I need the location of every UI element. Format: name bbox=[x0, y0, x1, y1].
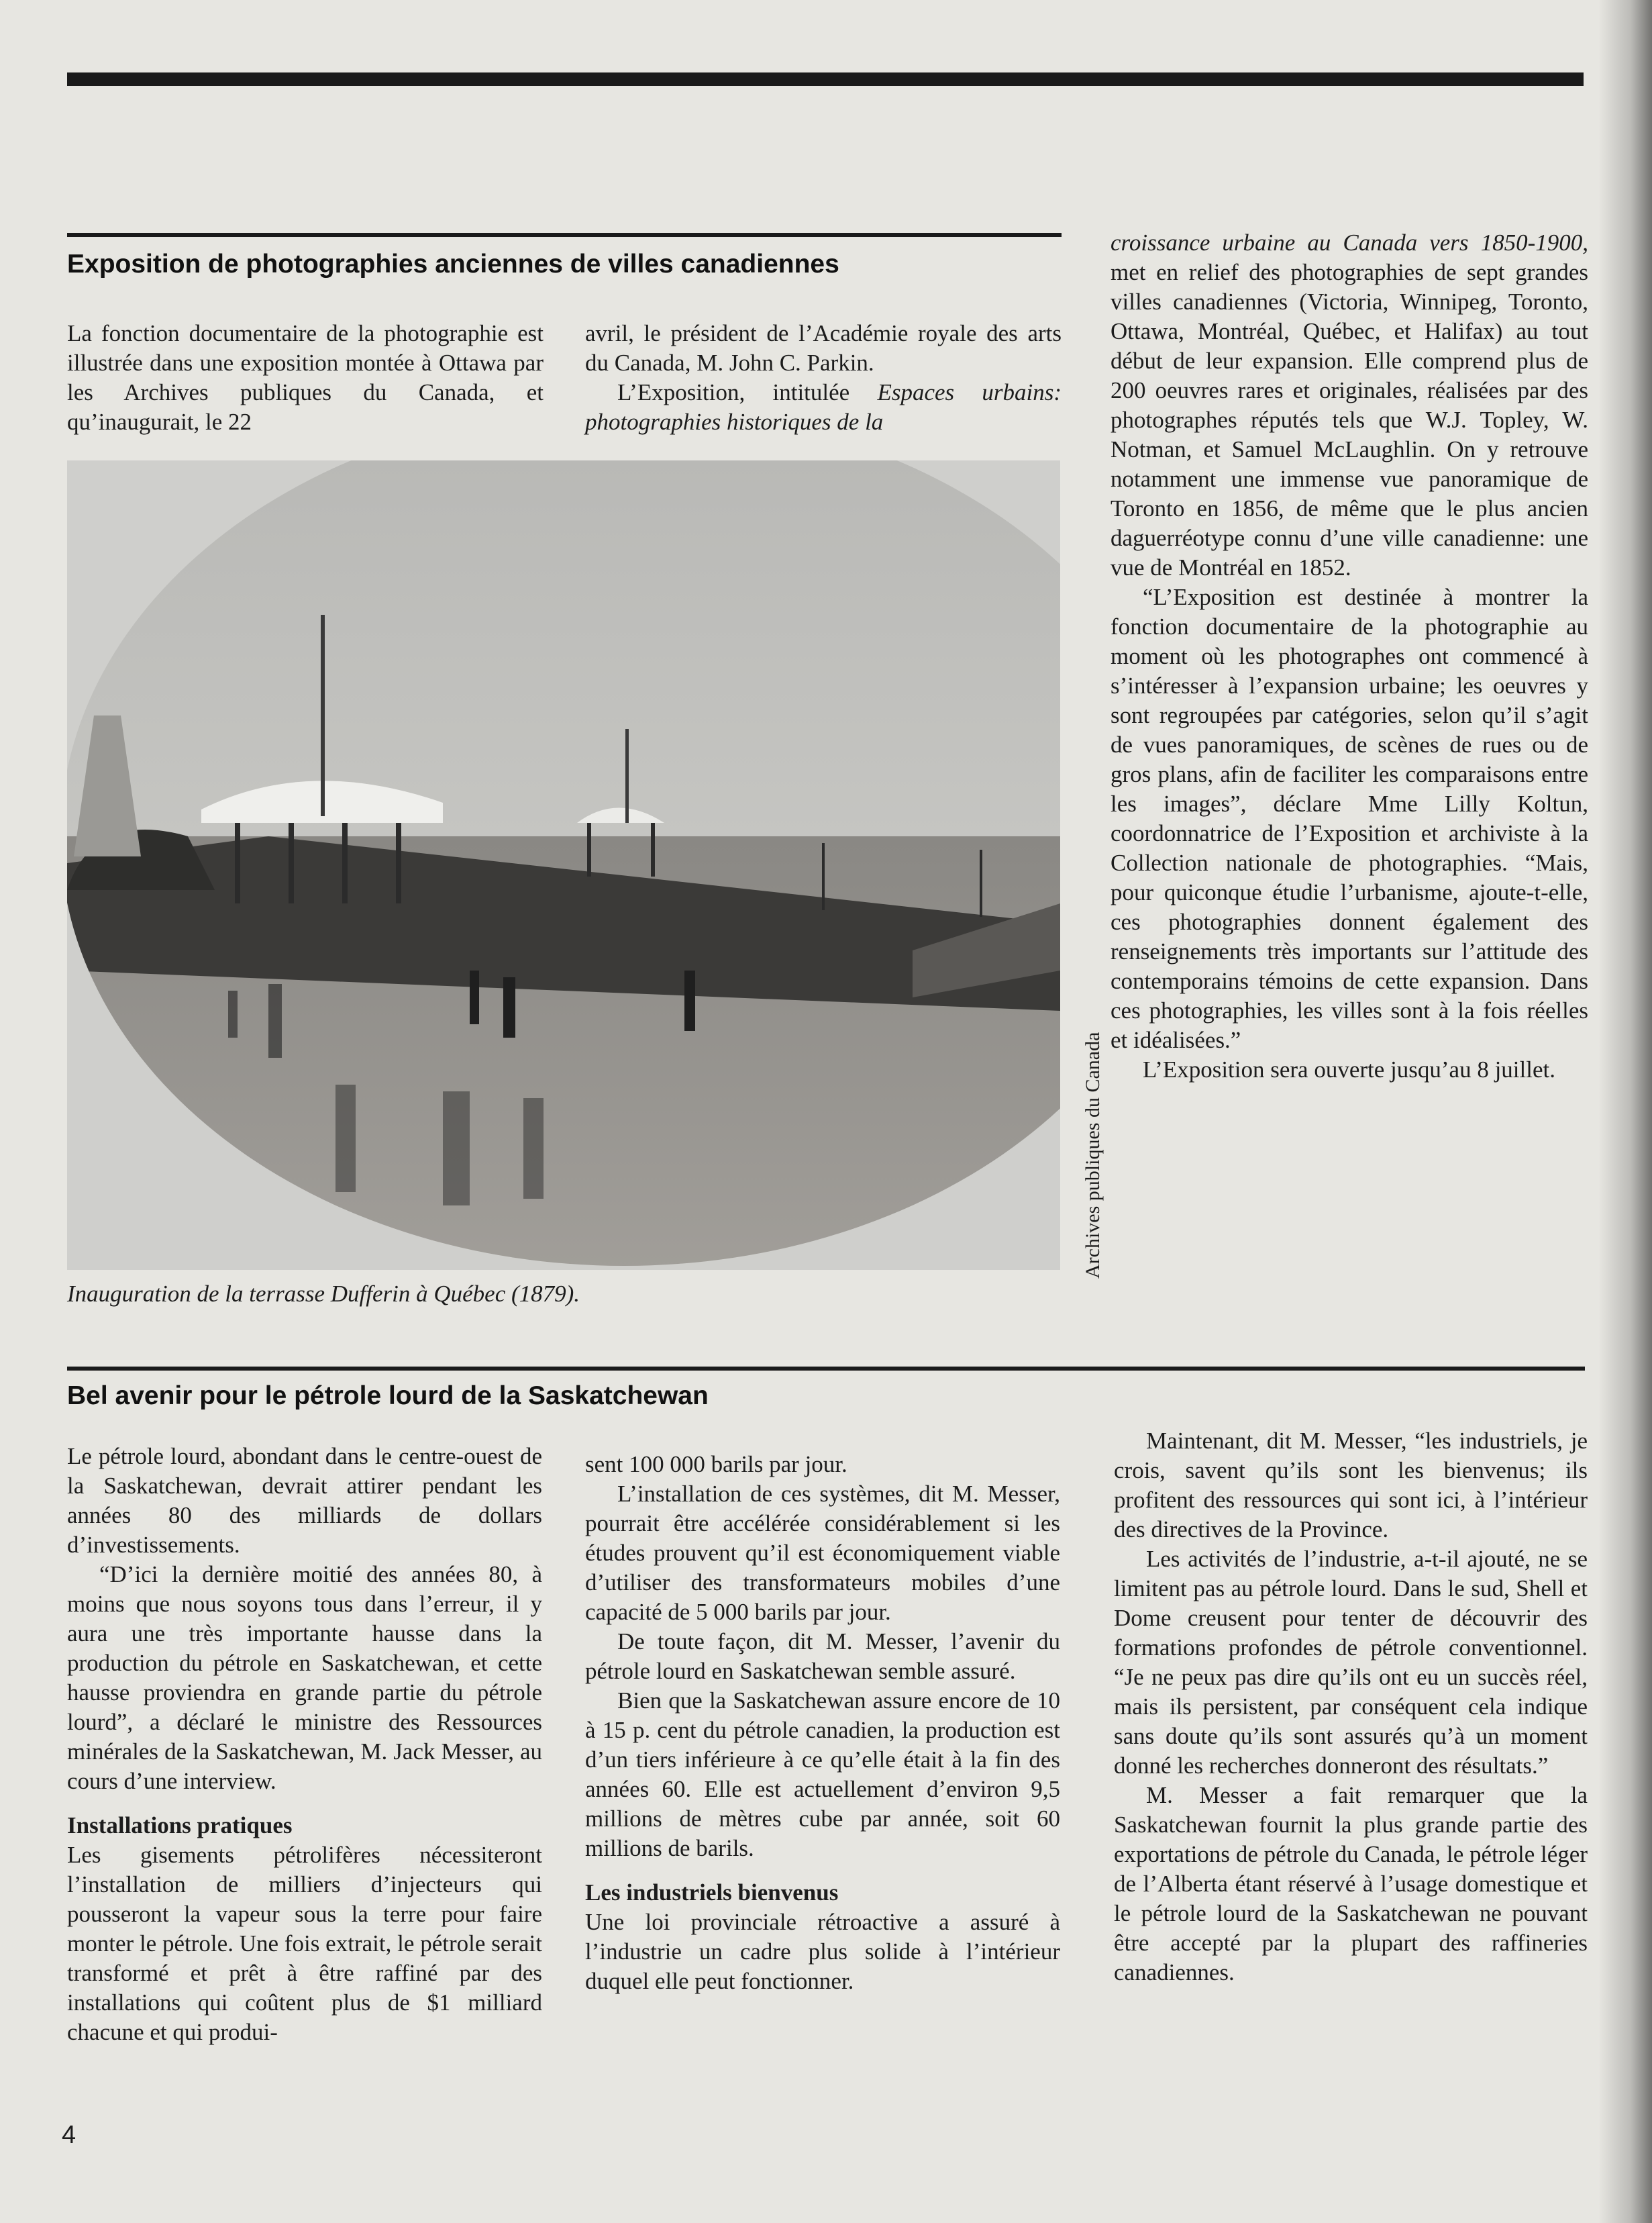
article2-paragraph: M. Messer a fait remarquer que la Saskatchewan fournit la plus grande partie des exportations de pétrole du Canada, le pétrole léger de l’Alberta étant réservé à l’usage domestique et le pétrole lourd de la Saskatchewan ne pouvant être accepté par la plupart des raffineries canadiennes. bbox=[1114, 1782, 1588, 1985]
photo-terrasse-dufferin bbox=[67, 460, 1060, 1270]
article2-paragraph: sent 100 000 barils par jour. bbox=[585, 1451, 847, 1477]
article2-paragraph: Bien que la Saskatchewan assure encore de 10 à 15 p. cent du pétrole canadien, la production est d’un tiers inférieure à ce qu’elle était à la fin des années 60. Elle est actuellement d’environ 9,5 millions de mètres cube par année, soit 60 millions de barils. bbox=[585, 1687, 1060, 1861]
article2-column-1 bbox=[67, 1442, 542, 2047]
photo-credit: Archives publiques du Canada bbox=[1082, 1032, 1104, 1279]
article1-paragraph: L’Exposition, intitulée Espaces urbains: photographies historiques de la bbox=[585, 379, 1062, 435]
article1-rule bbox=[67, 233, 1062, 237]
article2-paragraph: Une loi provinciale rétroactive a assuré à l’industrie un cadre plus solide à l’intérieur duquel elle peut fonctionner. bbox=[585, 1909, 1060, 1994]
article2-rule bbox=[67, 1367, 1585, 1371]
page-number: 4 bbox=[62, 2121, 76, 2149]
article1-paragraph: avril, le président de l’Académie royale des arts du Canada, M. John C. Parkin. bbox=[585, 320, 1062, 376]
article1-paragraph: “L’Exposition est destinée à montrer la fonction documentaire de la photographie au moment où les photographes ont commencé à s’intéresser à l’expansion urbaine; les oeuvres y sont regroupées par catégories, selon qu’il s’agit de vues panoramiques, de scènes de rues ou de gros plans, afin de faciliter les comparaisons entre les images”, déclare Mme Lilly Koltun, coordonnatrice de l’Exposition et archiviste à la Collection nationale de photographies. “Mais, pour quiconque étudie l’urbanisme, ajoute-t-elle, ces photographies donnent également des renseignements très importants sur l’attitude des contemporains témoins de cette expansion. Dans ces photographies, les villes sont à la fois réelles et idéalisées.” bbox=[1111, 584, 1588, 1053]
article2-paragraph: Les gisements pétrolifères nécessiteront l’installation de milliers d’injecteurs qui pousseront la vapeur sous la terre pour faire monter le pétrole. Une fois extrait, le pétrole serait transformé et prêt à être raffiné par des installations qui coûtent plus de $1 milliard chacune et qui produi- bbox=[67, 1842, 542, 2045]
article1-paragraph: L’Exposition sera ouverte jusqu’au 8 juillet. bbox=[1143, 1056, 1555, 1083]
page-gutter-shadow bbox=[1598, 0, 1652, 2223]
article2-column-3 bbox=[1114, 1426, 1588, 1987]
article1-paragraph: croissance urbaine au Canada vers 1850-1900, met en relief des photographies de sept grandes villes canadiennes (Victoria, Winnipeg, Toronto, Ottawa, Montréal, Québec, et Halifax) au tout début de leur expansion. Elle comprend plus de 200 oeuvres rares et originales, réalisées par des photographes réputés tels que W.J. Topley, W. Notman, et Samuel McLaughlin. On y retrouve notamment une immense vue panoramique de Toronto en 1856, de même que le plus ancien daguerréotype connu d’une ville canadienne: une vue de Montréal en 1852. bbox=[1111, 230, 1588, 581]
header-bar bbox=[67, 72, 1584, 86]
historical-photograph bbox=[67, 460, 1060, 1270]
article1-paragraph: La fonction documentaire de la photographie est illustrée dans une exposition montée à Ottawa par les Archives publiques du Canada, et qu’inaugurait, le 22 bbox=[67, 320, 544, 435]
article2-column-2 bbox=[585, 1450, 1060, 1996]
article1-column-3 bbox=[1111, 228, 1588, 1085]
article1-heading: Exposition de photographies anciennes de villes canadiennes bbox=[67, 250, 839, 279]
article2-subheading: Les industriels bienvenus bbox=[585, 1879, 839, 1906]
article1-column-1 bbox=[67, 319, 544, 437]
photo-caption: Inauguration de la terrasse Dufferin à Québec (1879). bbox=[67, 1281, 580, 1307]
article2-paragraph: “D’ici la dernière moitié des années 80, à moins que nous soyons tous dans l’erreur, il y aura une très importante hausse dans la production du pétrole en Saskatchewan, et cette hausse proviendra en grande partie du pétrole lourd”, a déclaré le ministre des Ressources minérales de la Saskatchewan, M. Jack Messer, au cours d’une interview. bbox=[67, 1561, 542, 1794]
article2-paragraph: Maintenant, dit M. Messer, “les industriels, je crois, savent qu’ils sont les bienvenus; ils profitent des ressources qui sont ici, à l’intérieur des directives de la Province. bbox=[1114, 1428, 1588, 1542]
article2-paragraph: Le pétrole lourd, abondant dans le centre-ouest de la Saskatchewan, devrait attirer pendant les années 80 des milliards de dollars d’investissements. bbox=[67, 1443, 542, 1558]
article1-column-2 bbox=[585, 319, 1062, 437]
article2-heading: Bel avenir pour le pétrole lourd de la Saskatchewan bbox=[67, 1381, 709, 1410]
article2-subheading: Installations pratiques bbox=[67, 1812, 293, 1838]
article2-paragraph: De toute façon, dit M. Messer, l’avenir du pétrole lourd en Saskatchewan semble assuré. bbox=[585, 1628, 1060, 1684]
article2-paragraph: L’installation de ces systèmes, dit M. Messer, pourrait être accélérée considérablement si les études prouvent qu’il est économiquement viable d’utiliser des transformateurs mobiles d’une capacité de 5 000 barils par jour. bbox=[585, 1481, 1060, 1625]
article2-paragraph: Les activités de l’industrie, a-t-il ajouté, ne se limitent pas au pétrole lourd. Dans le sud, Shell et Dome creusent pour tenter de découvrir des formations profondes de pétrole conventionnel. “Je ne peux pas dire qu’ils ont eu un succès réel, mais ils persistent, par conséquent cela indique sans doute qu’ils sont assurés qu’à un moment donné les recherches donneront des résultats.” bbox=[1114, 1546, 1588, 1779]
